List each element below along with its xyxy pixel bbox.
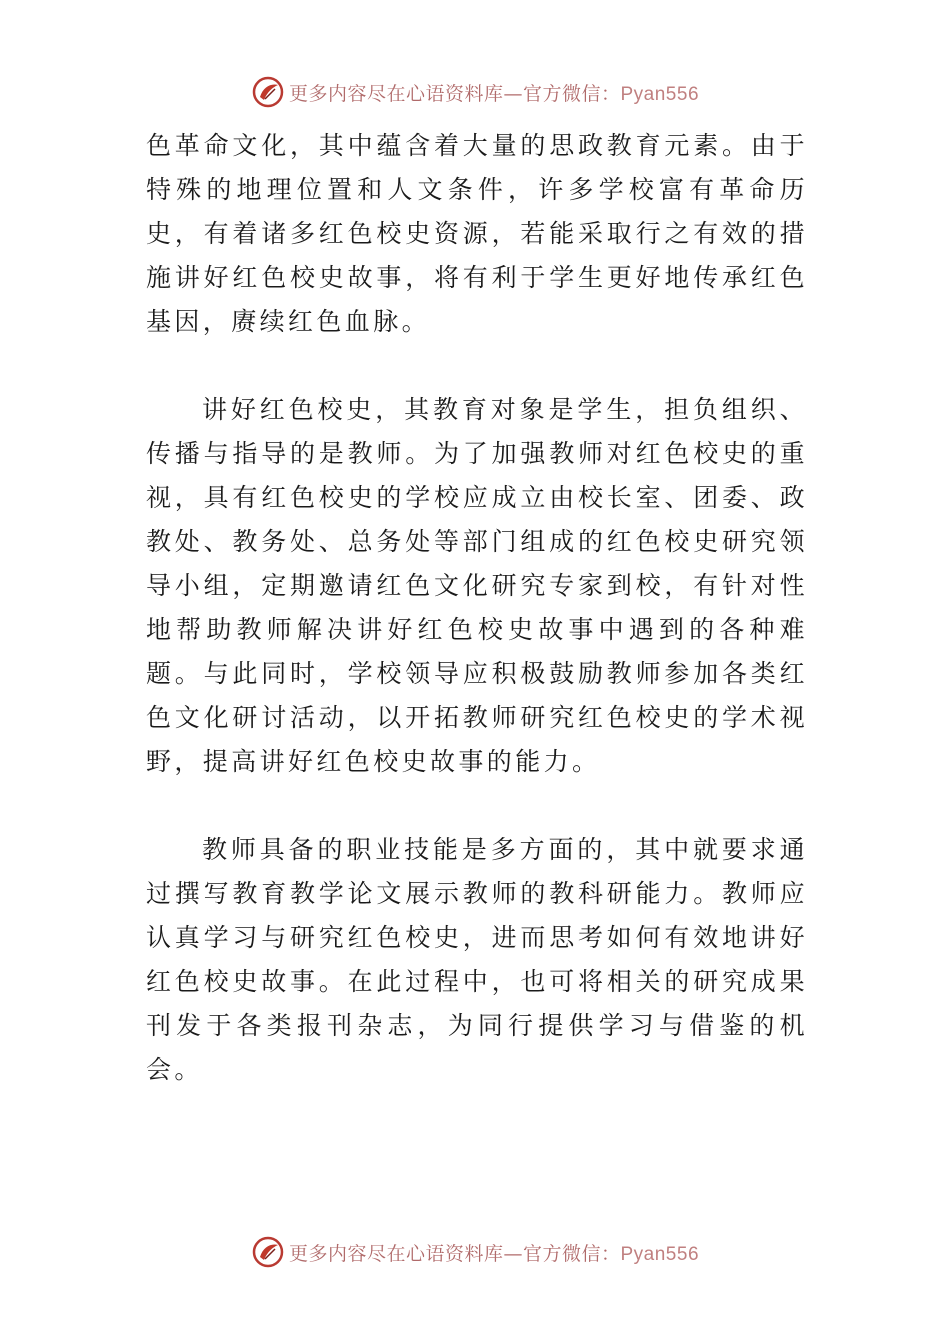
footer-handle: Pyan556 bbox=[620, 1243, 700, 1265]
header-text: 更多内容尽在心语资料库—官方微信：Pyan556 bbox=[288, 82, 700, 105]
paragraph-1: 色革命文化，其中蕴含着大量的思政教育元素。由于特殊的地理位置和人文条件，许多学校富有革命历史，有着诸多红色校史资源，若能采取行之有效的措施讲好红色校史故事，将有利于学生更好地传承红色基因，赓续红色血脉。 bbox=[146, 131, 808, 336]
page-header bbox=[0, 70, 950, 114]
footer-text: 更多内容尽在心语资料库—官方微信：Pyan556 bbox=[288, 1242, 700, 1265]
paragraph-3: 教师具备的职业技能是多方面的，其中就要求通过撰写教育教学论文展示教师的教科研能力。教师应认真学习与研究红色校史，进而思考如何有效地讲好红色校史故事。在此过程中，也可将相关的研究成果刊发于各类报刊杂志，为同行提供学习与借鉴的机会。 bbox=[146, 835, 808, 1084]
page-footer bbox=[0, 1230, 950, 1274]
logo-icon bbox=[251, 75, 285, 109]
document-body bbox=[146, 124, 808, 1092]
logo-icon bbox=[251, 1235, 285, 1269]
header-handle: Pyan556 bbox=[620, 83, 700, 105]
paragraph-2: 讲好红色校史，其教育对象是学生，担负组织、传播与指导的是教师。为了加强教师对红色校史的重视，具有红色校史的学校应成立由校长室、团委、政教处、教务处、总务处等部门组成的红色校史研究领导小组，定期邀请红色文化研究专家到校，有针对性地帮助教师解决讲好红色校史故事中遇到的各种难题。与此同时，学校领导应积极鼓励教师参加各类红色文化研讨活动，以开拓教师研究红色校史的学术视野，提高讲好红色校史故事的能力。 bbox=[146, 395, 808, 776]
